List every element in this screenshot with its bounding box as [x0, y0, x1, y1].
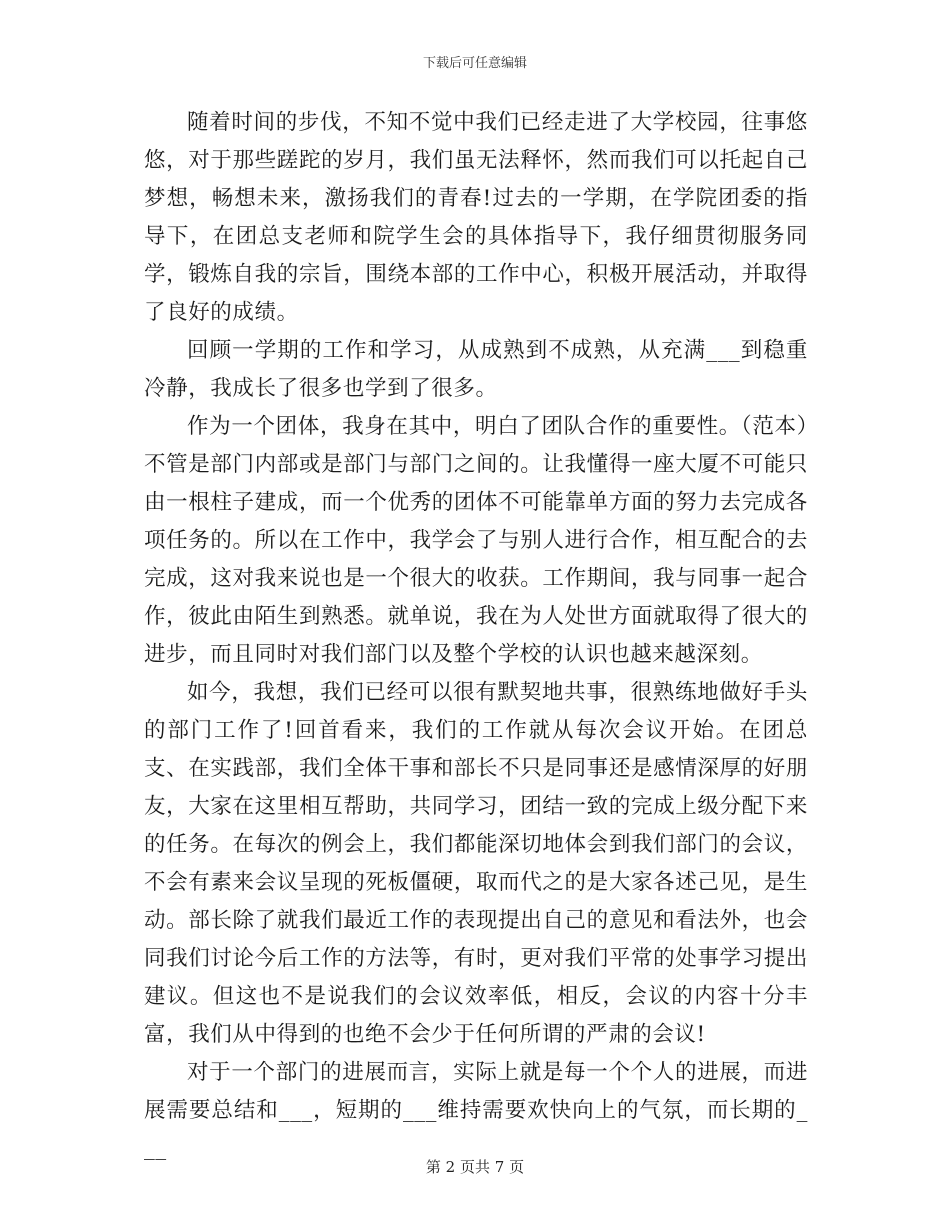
document-body — [144, 104, 808, 1168]
page-footer: 第 2 页共 7 页 — [425, 1158, 525, 1176]
paragraph-2: 回顾一学期的工作和学习，从成熟到不成熟，从充满___到稳重冷静，我成长了很多也学到了很多。 — [144, 338, 808, 401]
paragraph-1: 随着时间的步伐，不知不觉中我们已经走进了大学校园，往事悠悠，对于那些蹉跎的岁月，我们虽无法释怀，然而我们可以托起自己梦想，畅想未来，激扬我们的青春!过去的一学期，在学院团委的指导下，在团总支老师和院学生会的具体指导下，我仔细贯彻服务同学，锻炼自我的宗旨，围绕本部的工作中心，积极开展活动，并取得了良好的成绩。 — [144, 110, 808, 325]
page-header: 下载后可任意编辑 — [422, 56, 527, 71]
paragraph-4: 如今，我想，我们已经可以很有默契地共事，很熟练地做好手头的部门工作了!回首看来，我们的工作就从每次会议开始。在团总支、在实践部，我们全体干事和部长不只是同事还是感情深厚的好朋友，大家在这里相互帮助，共同学习，团结一致的完成上级分配下来的任务。在每次的例会上，我们都能深切地体会到我们部门的会议，不会有素来会议呈现的死板僵硬，取而代之的是大家各述己见，是生动。部长除了就我们最近工作的表现提出自己的意见和看法外，也会同我们讨论今后工作的方法等，有时，更对我们平常的处事学习提出建议。但这也不是说我们的会议效率低，相反，会议的内容十分丰富，我们从中得到的也绝不会少于任何所谓的严肃的会议! — [144, 680, 808, 1047]
paragraph-3: 作为一个团体，我身在其中，明白了团队合作的重要性。（范本）不管是部门内部或是部门与部门之间的。让我懂得一座大厦不可能只由一根柱子建成，而一个优秀的团体不可能靠单方面的努力去完成各项任务的。所以在工作中，我学会了与别人进行合作，相互配合的去完成，这对我来说也是一个很大的收获。工作期间，我与同事一起合作，彼此由陌生到熟悉。就单说，我在为人处世方面就取得了很大的进步，而且同时对我们部门以及整个学校的认识也越来越深刻。 — [144, 414, 808, 667]
paragraph-5: 对于一个部门的进展而言，实际上就是每一个个人的进展，而进展需要总结和___，短期的___维持需要欢快向上的气氛，而长期的___ — [144, 1060, 808, 1161]
